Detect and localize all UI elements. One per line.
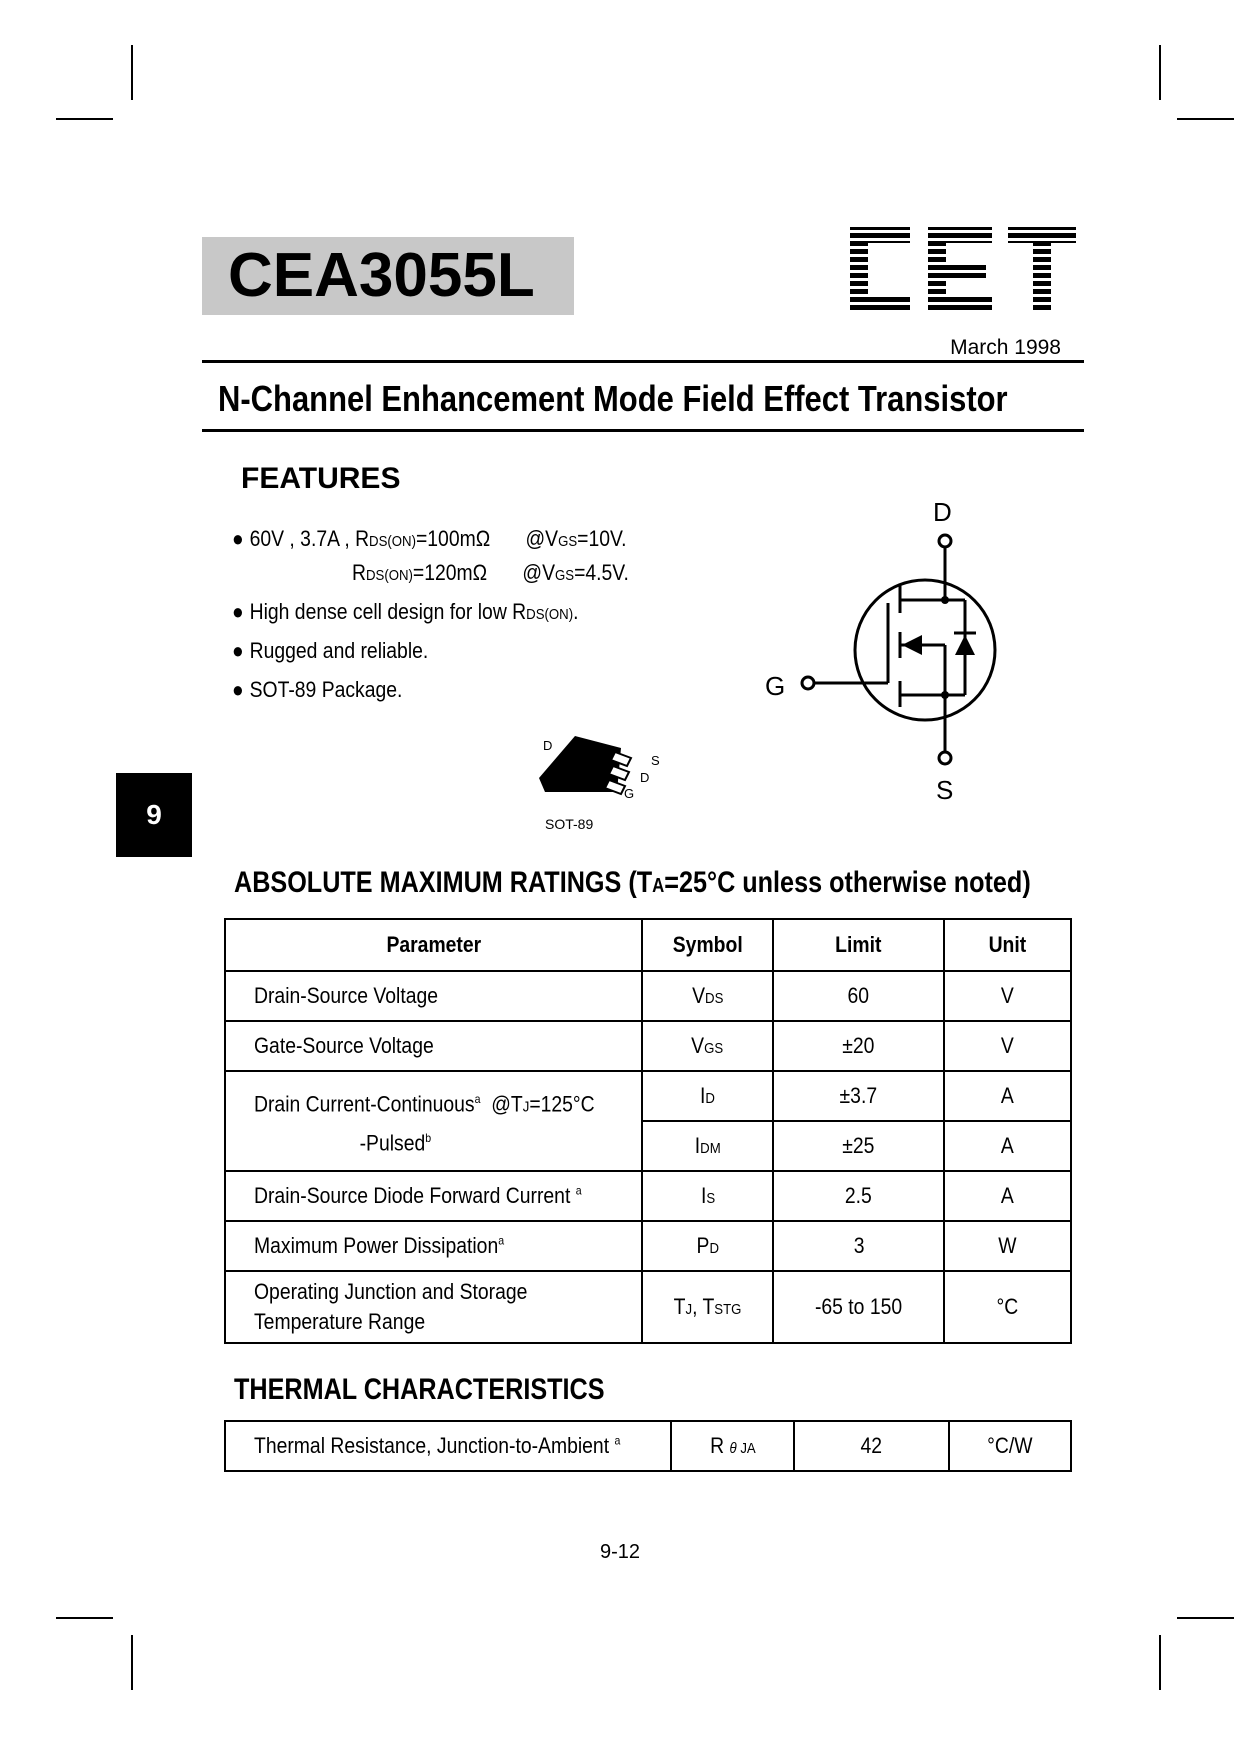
table-row: Drain Current-Continuous$^a$ @TJ=125°C -Pulsed$^b$ ID ±3.7 A: [225, 1071, 1071, 1121]
amr-table: [224, 918, 1072, 1344]
package-pin-d-top: D: [543, 738, 553, 753]
mosfet-symbol-icon: [750, 495, 1040, 815]
crop-mark: [131, 45, 133, 100]
bullet-icon: ●: [232, 526, 244, 551]
symbol-source-label: S: [936, 775, 954, 805]
header-rule-bottom: [202, 429, 1084, 432]
table-row: Gate-Source Voltage VGS ±20 V: [225, 1021, 1071, 1071]
thermal-heading: THERMAL CHARACTERISTICS: [234, 1373, 605, 1406]
section-tab: 9: [116, 773, 192, 857]
feature-item-voltage: ● 60V , 3.7A , RDS(ON)=100mΩ @VGS=10V.: [232, 526, 627, 551]
table-row: Operating Junction and Storage Temperature Range TJ, TSTG -65 to 150 °C: [225, 1271, 1071, 1343]
feature-item-cell-design: ● High dense cell design for low RDS(ON).: [232, 599, 579, 624]
features-heading: FEATURES: [241, 462, 401, 495]
document-title: N-Channel Enhancement Mode Field Effect Transistor: [218, 378, 1008, 419]
crop-mark: [131, 1635, 133, 1690]
crop-mark: [1159, 45, 1161, 100]
crop-mark: [56, 118, 113, 120]
page-number: 9-12: [599, 1541, 641, 1563]
package-label: SOT-89: [545, 816, 594, 832]
table-row: Drain-Source Diode Forward Current $^a$ IS 2.5 A: [225, 1171, 1071, 1221]
table-row: Drain-Source Voltage VDS 60 V: [225, 971, 1071, 1021]
table-header-row: [225, 919, 1071, 971]
crop-mark: [1177, 118, 1234, 120]
symbol-drain-label: D: [933, 497, 952, 527]
crop-mark: [56, 1617, 113, 1619]
header-rule-top: [202, 360, 1084, 363]
table-row: Thermal Resistance, Junction-to-Ambient $^a$ R θ JA 42 °C/W: [225, 1421, 1071, 1471]
feature-item-rugged: ● Rugged and reliable.: [232, 638, 429, 663]
bullet-icon: ●: [232, 638, 244, 663]
col-header-unit: Unit: [988, 932, 1027, 957]
feature-item-package: ● SOT-89 Package.: [232, 677, 403, 702]
crop-mark: [1159, 1635, 1161, 1690]
crop-mark: [1177, 1617, 1234, 1619]
thermal-table: [224, 1420, 1072, 1472]
document-date: March 1998: [950, 336, 1061, 359]
amr-heading: ABSOLUTE MAXIMUM RATINGS (TA=25°C unless otherwise noted): [234, 866, 1031, 899]
bullet-icon: ●: [232, 599, 244, 624]
package-pin-s: S: [651, 753, 660, 768]
col-header-limit: Limit: [835, 932, 882, 957]
package-pin-d: D: [640, 770, 650, 785]
cet-logo: [848, 225, 1078, 317]
col-header-parameter: Parameter: [386, 932, 481, 957]
bullet-icon: ●: [232, 677, 244, 702]
col-header-symbol: Symbol: [672, 932, 743, 957]
sot89-package-icon: [535, 730, 655, 802]
feature-item-rdson: RDS(ON)=120mΩ @VGS=4.5V.: [352, 560, 629, 585]
table-row: IDM ±25 A: [225, 1121, 1071, 1171]
part-number: CEA3055L: [228, 241, 535, 310]
table-row: Maximum Power Dissipation$^a$ PD 3 W: [225, 1221, 1071, 1271]
symbol-gate-label: G: [765, 671, 786, 701]
package-pin-g: G: [624, 786, 635, 801]
